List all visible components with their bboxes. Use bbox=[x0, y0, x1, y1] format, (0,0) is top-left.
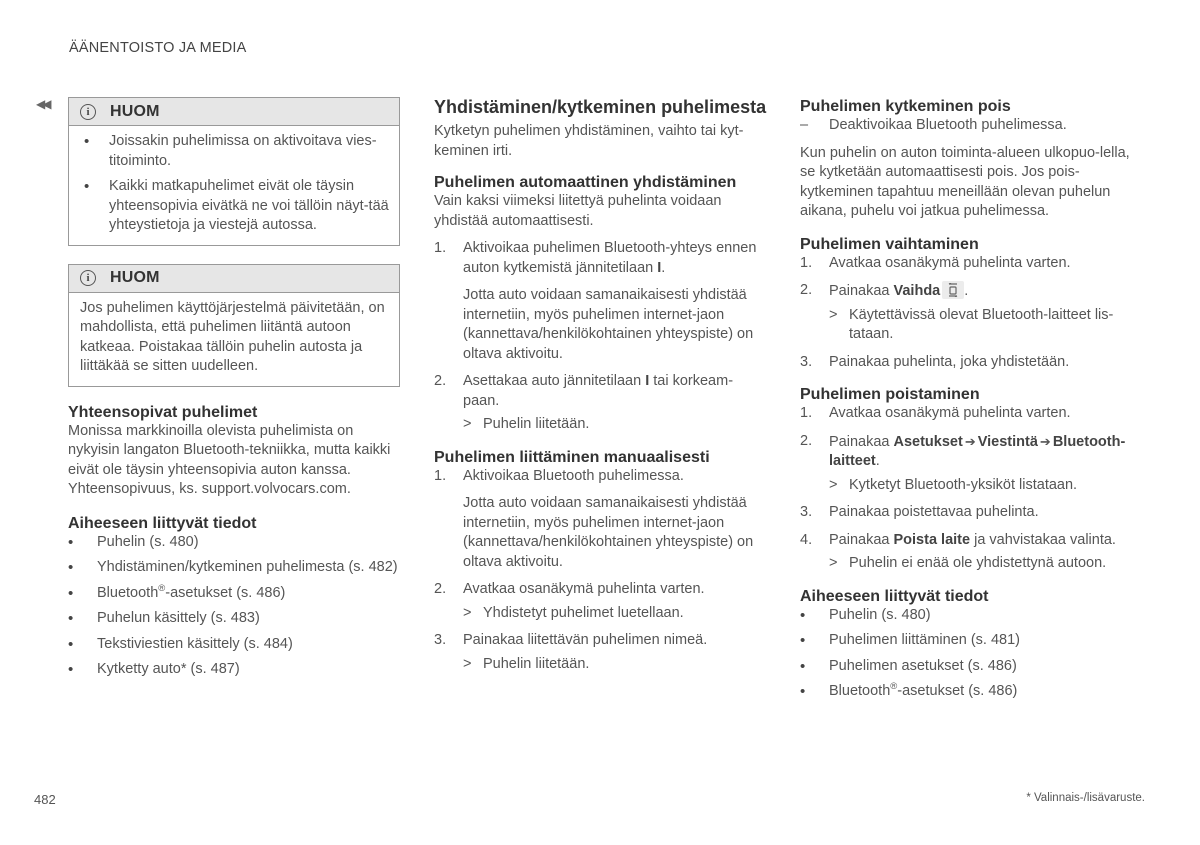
step: 3. Painakaa puhelinta, joka yhdistetään. bbox=[800, 353, 1070, 370]
step: 2. Painakaa Asetukset ➔ Viestintä ➔ Bluetooth-laitteet. > Kytketyt Bluetooth-yksiköt listataan. bbox=[800, 432, 1135, 496]
column-right bbox=[800, 97, 1135, 708]
section-heading-manual-connect: Puhelimen liittäminen manuaalisesti bbox=[434, 448, 710, 466]
section-heading-switch: Puhelimen vaihtaminen bbox=[800, 235, 979, 253]
section-heading-related: Aiheeseen liittyvät tiedot bbox=[68, 514, 257, 532]
step-note: Jotta auto voidaan samanaikaisesti yhdistää internetiin, myös puhelimen internet-jaon (kannettava/henkilökohtainen yhteyspiste) on oltava aktivoitu. bbox=[463, 287, 754, 362]
step: 2. Avatkaa osanäkymä puhelinta varten. > Yhdistetyt puhelimet luetellaan. bbox=[434, 580, 769, 623]
arrow-right-icon: ➔ bbox=[964, 433, 976, 449]
column-left bbox=[68, 97, 400, 686]
related-link[interactable]: • Yhdistäminen/kytkeminen puhelimesta (s. 482) bbox=[68, 558, 400, 578]
note-body bbox=[69, 126, 399, 245]
related-link[interactable]: • Bluetooth®-asetukset (s. 486) bbox=[68, 584, 400, 604]
step-result: > Puhelin ei enää ole yhdistettynä autoon. bbox=[829, 555, 1107, 571]
section-heading-remove: Puhelimen poistaminen bbox=[800, 386, 980, 403]
step: 3. Painakaa liitettävän puhelimen nimeä. > Puhelin liitetään. bbox=[434, 631, 769, 674]
related-link[interactable]: • Puhelimen liittäminen (s. 481) bbox=[800, 631, 1135, 651]
related-link[interactable]: • Bluetooth®-asetukset (s. 486) bbox=[800, 682, 1135, 702]
note-body bbox=[69, 293, 399, 386]
section-text-compatible-phones: Monissa markkinoilla olevista puhelimista on nykyisin langaton Bluetooth-tekniikka, mutta kaikki eivät ole täysin yhteensopivia auton kanssa. Yhteensopivuus, ks. support.volvocars.com. bbox=[68, 422, 391, 497]
info-icon: i bbox=[80, 104, 96, 120]
note-item: • Kaikki matkapuhelimet eivät ole täysin yhteensopivia eivätkä ne voi tällöin näyt-tää yhteystietoja ja viestejä autossa. bbox=[80, 177, 389, 236]
section-heading-disconnect: Puhelimen kytkeminen pois bbox=[800, 98, 1011, 115]
disconnect-step: – Deaktivoikaa Bluetooth puhelimessa. bbox=[800, 117, 1067, 133]
section-title: Yhdistäminen/kytkeminen puhelimesta bbox=[434, 97, 767, 117]
auto-connect-text: Vain kaksi viimeksi liitettyä puhelinta voidaan yhdistää automaattisesti. bbox=[434, 193, 722, 229]
note-header bbox=[69, 98, 399, 126]
note-box-os-update bbox=[68, 264, 400, 387]
step: 2. Painakaa Vaihda . > Käytettävissä olevat Bluetooth-laitteet lis-tataan. bbox=[800, 281, 1135, 345]
remove-steps bbox=[800, 404, 1135, 574]
footnote: * Valinnais-/lisävaruste. bbox=[1026, 792, 1145, 804]
step: 2. Asettakaa auto jännitetilaan I tai korkeam-paan. > Puhelin liitetään. bbox=[434, 372, 769, 435]
arrow-right-icon: ➔ bbox=[1039, 433, 1051, 449]
note-item: • Joissakin puhelimissa on aktivoitava vies-titoiminto. bbox=[80, 132, 389, 171]
related-link[interactable]: • Puhelun käsittely (s. 483) bbox=[68, 609, 400, 629]
note-title: HUOM bbox=[110, 269, 160, 287]
related-link[interactable]: • Puhelin (s. 480) bbox=[800, 606, 1135, 626]
step-result: > Yhdistetyt puhelimet luetellaan. bbox=[463, 604, 684, 621]
related-link[interactable]: • Tekstiviestien käsittely (s. 484) bbox=[68, 635, 400, 655]
switch-phone-icon bbox=[942, 281, 964, 299]
step-note: Jotta auto voidaan samanaikaisesti yhdistää internetiin, myös puhelimen internet-jaon (kannettava/henkilökohtainen yhteyspiste) on oltava aktivoitu. bbox=[463, 495, 754, 570]
step-result: > Kytketyt Bluetooth-yksiköt listataan. bbox=[829, 476, 1078, 493]
step-result: > Käytettävissä olevat Bluetooth-laitteet lis-tataan. bbox=[829, 306, 1114, 342]
section-intro: Kytketyn puhelimen yhdistäminen, vaihto tai kyt-keminen irti. bbox=[434, 123, 744, 159]
step: 1. Aktivoikaa Bluetooth puhelimessa. Jotta auto voidaan samanaikaisesti yhdistää internetiin, myös puhelimen internet-jaon (kannettava/henkilökohtainen yhteyspiste) on oltava aktivoitu. bbox=[434, 467, 769, 573]
step: 1. Avatkaa osanäkymä puhelinta varten. bbox=[800, 405, 1071, 421]
section-heading-compatible-phones: Yhteensopivat puhelimet bbox=[68, 403, 258, 421]
disconnect-text: Kun puhelin on auton toiminta-alueen ulkopuo-lella, se kytketään automaattisesti pois. Jos pois-kytkeminen tapahtuu meneillään olevan puhelun aikana, puhelu voi jatkua puhelimessa. bbox=[800, 144, 1130, 219]
section-heading-auto-connect: Puhelimen automaattinen yhdistäminen bbox=[434, 174, 737, 191]
step: 1. Aktivoikaa puhelimen Bluetooth-yhteys ennen auton kytkemistä jännitetilaan I. Jotta auto voidaan samanaikaisesti yhdistää internetiin, myös puhelimen internet-jaon (kannettava/henkilökohtainen yhteyspiste) on oltava aktivoitu. bbox=[434, 239, 769, 364]
note-title: HUOM bbox=[110, 102, 160, 120]
related-link[interactable]: • Puhelin (s. 480) bbox=[68, 533, 400, 553]
manual-connect-steps bbox=[434, 467, 769, 675]
page-header-title: ÄÄNENTOISTO JA MEDIA bbox=[69, 40, 247, 56]
switch-steps bbox=[800, 254, 1135, 373]
related-link[interactable]: • Puhelimen asetukset (s. 486) bbox=[800, 657, 1135, 677]
note-header bbox=[69, 265, 399, 293]
section-heading-related: Aiheeseen liittyvät tiedot bbox=[800, 587, 989, 605]
note-text: Jos puhelimen käyttöjärjestelmä päivitetään, on mahdollista, että puhelimen liitäntä autoon katkeaa. Poistakaa tällöin puhelin autosta ja liittäkää se sitten uudelleen. bbox=[80, 299, 385, 374]
column-middle bbox=[434, 97, 769, 674]
auto-connect-steps bbox=[434, 239, 769, 435]
note-box-messaging bbox=[68, 97, 400, 246]
info-icon: i bbox=[80, 270, 96, 286]
step: 4. Painakaa Poista laite ja vahvistakaa valinta. > Puhelin ei enää ole yhdistettynä autoon. bbox=[800, 531, 1135, 574]
step-result: > Puhelin liitetään. bbox=[463, 655, 590, 672]
page-number: 482 bbox=[34, 792, 56, 807]
step: 3. Painakaa poistettavaa puhelinta. bbox=[800, 504, 1039, 520]
note-list bbox=[80, 132, 389, 236]
continued-from-previous-icon: ◀◀ bbox=[36, 97, 49, 111]
step-result: > Puhelin liitetään. bbox=[463, 416, 590, 432]
related-link[interactable]: • Kytketty auto* (s. 487) bbox=[68, 660, 400, 680]
related-list bbox=[800, 606, 1135, 702]
step: 1. Avatkaa osanäkymä puhelinta varten. bbox=[800, 254, 1071, 271]
related-list bbox=[68, 533, 400, 680]
